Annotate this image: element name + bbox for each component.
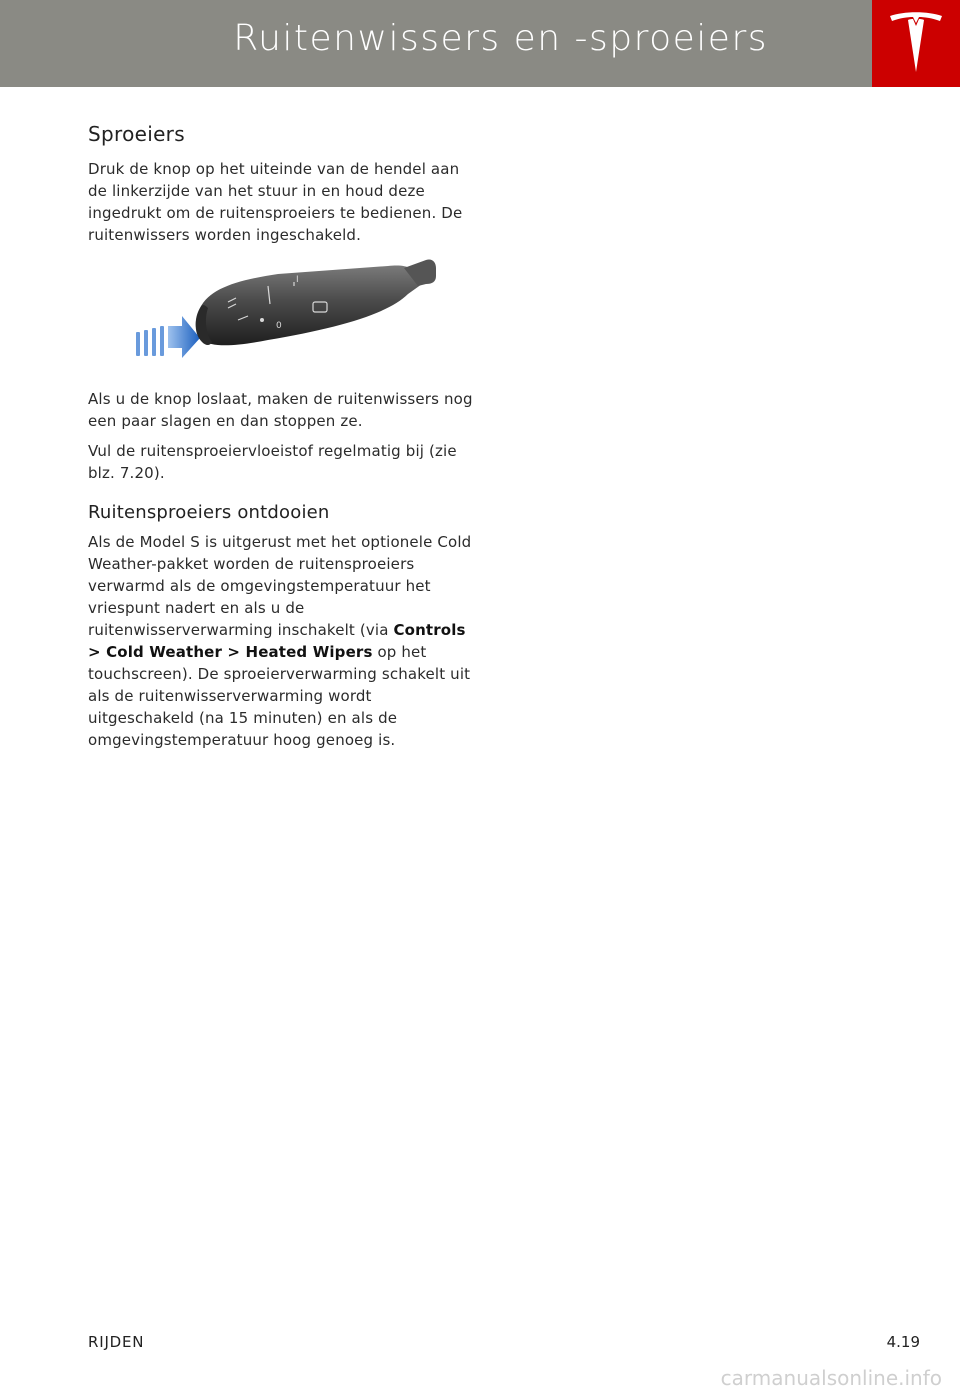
watermark: carmanualsonline.info (720, 1366, 942, 1390)
tesla-logo-icon (886, 10, 946, 76)
header-band (0, 0, 872, 87)
footer-section: RIJDEN (88, 1333, 145, 1351)
logo-box (872, 0, 960, 87)
svg-text:I: I (296, 275, 299, 285)
svg-text:0: 0 (276, 321, 282, 331)
page-number: 4.19 (886, 1333, 920, 1351)
menu-path: Controls > Cold Weather > Heated Wipers (88, 621, 466, 661)
section-heading-defrost: Ruitensproeiers ontdooien (88, 502, 330, 523)
main-content (88, 122, 480, 759)
paragraph-intro: Druk de knop op het uiteinde van de hendel aan de linkerzijde van het stuur in en houd deze ingedrukt om de ruitensproeiers te bedienen. De ruitenwissers worden ingeschakeld. (88, 160, 463, 244)
paragraph-refill: Vul de ruitensproeiervloeistof regelmatig bij (zie blz. 7.20). (88, 442, 457, 482)
section-heading-sproeiers: Sproeiers (88, 122, 185, 146)
defrost-text-1: Als de Model S is uitgerust met het optionele Cold Weather-pakket worden de ruitensproeiers verwarmd als de omgevingstemperatuur het vriespunt nadert en als u de ruitenwisserverwarming inschakelt (via (88, 533, 472, 639)
paragraph-defrost (88, 531, 480, 751)
defrost-text-2: op het touchscreen). De sproeierverwarming schakelt uit als de ruitenwisserverwarming wordt uitgeschakeld (na 15 minuten) en als de omgevingstemperatuur hoog genoeg is. (88, 643, 471, 749)
paragraph-release: Als u de knop loslaat, maken de ruitenwissers nog een paar slagen en dan stoppen ze. (88, 390, 473, 430)
wiper-stalk-illustration (88, 256, 480, 374)
wiper-stalk-figure (88, 256, 480, 374)
page-title: Ruitenwissers en -sproeiers (233, 18, 768, 59)
